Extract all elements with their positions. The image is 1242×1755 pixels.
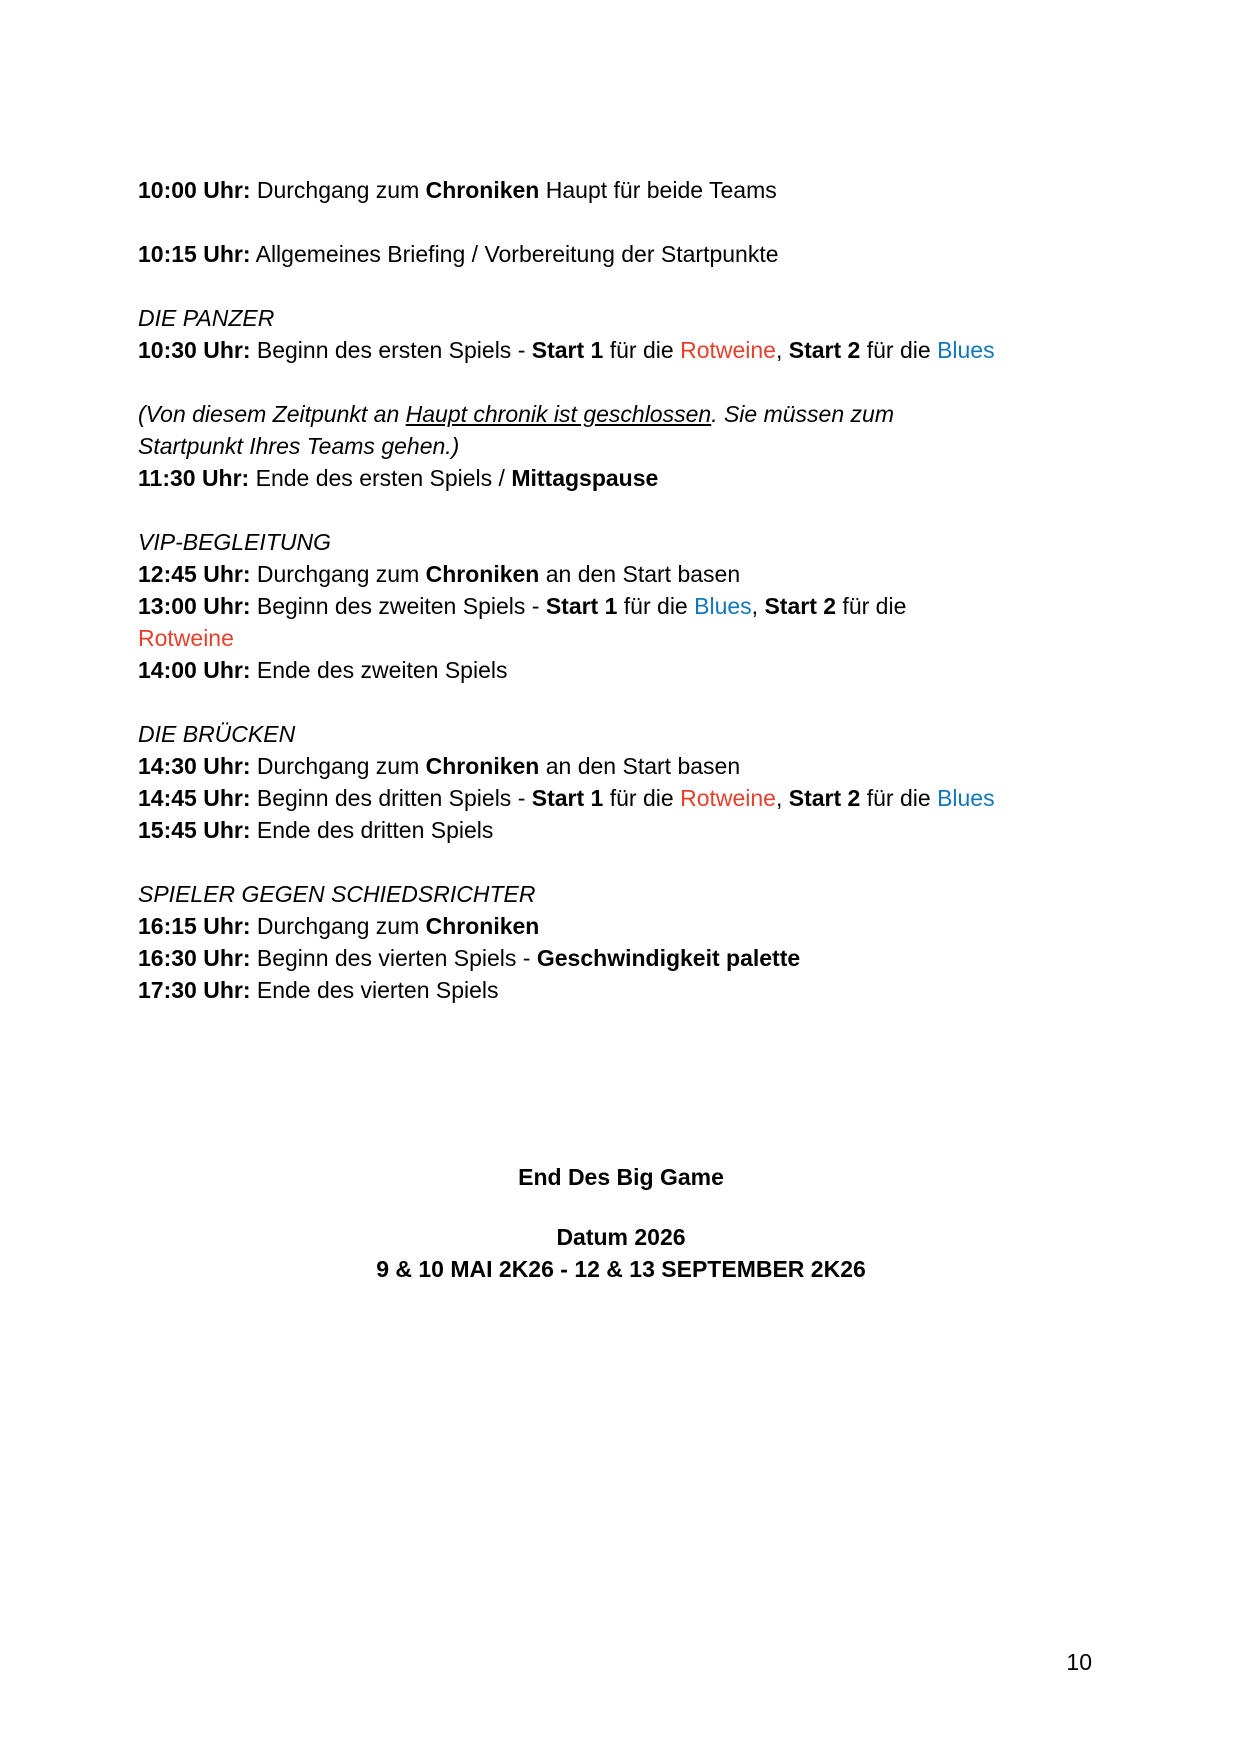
text-segment: 11:30 Uhr: bbox=[138, 465, 250, 491]
text-segment: Haupt für beide Teams bbox=[539, 177, 777, 203]
text-segment: , bbox=[775, 785, 789, 811]
text-segment: für die bbox=[860, 337, 938, 363]
text-segment: Mittagspause bbox=[511, 465, 659, 491]
text-segment: 14:30 Uhr: bbox=[138, 753, 251, 779]
text-segment: Startpunkt Ihres Teams gehen.) bbox=[138, 433, 460, 459]
schedule-line bbox=[138, 910, 1138, 942]
schedule-line bbox=[138, 654, 1138, 686]
text-segment: Rotweine bbox=[138, 625, 234, 651]
schedule-line bbox=[138, 718, 1138, 750]
text-segment: für die bbox=[836, 593, 907, 619]
text-segment: 12:45 Uhr: bbox=[138, 561, 251, 587]
text-segment: Durchgang zum bbox=[250, 753, 426, 779]
text-segment: 15:45 Uhr: bbox=[138, 817, 251, 843]
text-segment: für die bbox=[603, 785, 681, 811]
text-segment: Beginn des dritten Spiels - bbox=[250, 785, 532, 811]
schedule-paragraph bbox=[138, 718, 1138, 846]
text-segment: Start 2 bbox=[788, 337, 861, 363]
text-segment: an den Start basen bbox=[539, 753, 741, 779]
text-segment: Blues bbox=[937, 337, 995, 363]
text-segment: Start 1 bbox=[545, 593, 618, 619]
schedule bbox=[138, 174, 1138, 1006]
closing-block bbox=[0, 1161, 1242, 1285]
text-segment: , bbox=[775, 337, 789, 363]
schedule-line bbox=[138, 974, 1138, 1006]
schedule-paragraph bbox=[138, 398, 1138, 494]
schedule-line bbox=[138, 526, 1138, 558]
closing-title: End Des Big Game bbox=[518, 1164, 724, 1190]
text-segment: Blues bbox=[694, 593, 752, 619]
schedule-line bbox=[138, 878, 1138, 910]
text-segment: Beginn des vierten Spiels - bbox=[250, 945, 537, 971]
schedule-line bbox=[138, 782, 1138, 814]
text-segment: 14:00 Uhr: bbox=[138, 657, 251, 683]
closing-dates: 9 & 10 MAI 2K26 - 12 & 13 SEPTEMBER 2K26 bbox=[376, 1256, 866, 1282]
text-segment: Geschwindigkeit palette bbox=[536, 945, 801, 971]
text-segment: Allgemeines Briefing / Vorbereitung der Startpunkte bbox=[250, 241, 779, 267]
schedule-line bbox=[138, 334, 1138, 366]
text-segment: 16:15 Uhr: bbox=[138, 913, 251, 939]
schedule-paragraph bbox=[138, 526, 1138, 686]
text-segment: . Sie müssen zum bbox=[711, 401, 894, 427]
text-segment: Ende des vierten Spiels bbox=[250, 977, 499, 1003]
closing-dates-label: Datum 2026 bbox=[556, 1224, 686, 1250]
text-segment: Start 2 bbox=[788, 785, 861, 811]
schedule-paragraph bbox=[138, 302, 1138, 366]
text-segment: Chroniken bbox=[425, 753, 540, 779]
schedule-line bbox=[138, 238, 1138, 270]
schedule-line bbox=[138, 814, 1138, 846]
text-segment: Ende des zweiten Spiels bbox=[250, 657, 508, 683]
text-segment: DIE BRÜCKEN bbox=[138, 721, 296, 747]
text-segment: Rotweine bbox=[680, 785, 776, 811]
text-segment: SPIELER GEGEN SCHIEDSRICHTER bbox=[138, 881, 536, 907]
text-segment: Durchgang zum bbox=[250, 561, 426, 587]
text-segment: Beginn des ersten Spiels - bbox=[250, 337, 532, 363]
text-segment: Rotweine bbox=[680, 337, 776, 363]
text-segment: 14:45 Uhr: bbox=[138, 785, 251, 811]
schedule-line bbox=[138, 302, 1138, 334]
text-segment: Blues bbox=[937, 785, 995, 811]
page-number: 10 bbox=[1066, 1649, 1092, 1675]
text-segment: 10:15 Uhr: bbox=[138, 241, 251, 267]
text-segment: an den Start basen bbox=[539, 561, 741, 587]
text-segment: Durchgang zum bbox=[250, 913, 426, 939]
text-segment: Chroniken bbox=[425, 913, 540, 939]
text-segment: Ende des dritten Spiels bbox=[250, 817, 494, 843]
text-segment: DIE PANZER bbox=[138, 305, 275, 331]
text-segment: Ende des ersten Spiels / bbox=[249, 465, 512, 491]
schedule-line bbox=[138, 590, 1138, 622]
schedule-line bbox=[138, 174, 1138, 206]
text-segment: Durchgang zum bbox=[250, 177, 426, 203]
text-segment: VIP-BEGLEITUNG bbox=[138, 529, 331, 555]
text-segment: 16:30 Uhr: bbox=[138, 945, 251, 971]
schedule-line bbox=[138, 462, 1138, 494]
text-segment: 17:30 Uhr: bbox=[138, 977, 251, 1003]
schedule-line bbox=[138, 622, 1138, 654]
text-segment: Chroniken bbox=[425, 561, 540, 587]
schedule-line bbox=[138, 430, 1138, 462]
text-segment: Beginn des zweiten Spiels - bbox=[250, 593, 546, 619]
text-segment: 13:00 Uhr: bbox=[138, 593, 251, 619]
schedule-line bbox=[138, 750, 1138, 782]
schedule-paragraph bbox=[138, 878, 1138, 1006]
text-segment: (Von diesem Zeitpunkt an bbox=[138, 401, 406, 427]
text-segment: Start 1 bbox=[531, 785, 604, 811]
schedule-paragraph bbox=[138, 238, 1138, 270]
text-segment: 10:00 Uhr: bbox=[138, 177, 251, 203]
text-segment: 10:30 Uhr: bbox=[138, 337, 251, 363]
text-segment: für die bbox=[860, 785, 938, 811]
schedule-line bbox=[138, 558, 1138, 590]
schedule-line bbox=[138, 942, 1138, 974]
text-segment: Start 2 bbox=[764, 593, 837, 619]
text-segment: für die bbox=[603, 337, 681, 363]
text-segment: für die bbox=[617, 593, 695, 619]
text-segment: Chroniken bbox=[425, 177, 540, 203]
text-segment: Start 1 bbox=[531, 337, 604, 363]
text-segment: , bbox=[751, 593, 765, 619]
text-segment: Haupt chronik ist geschlossen bbox=[405, 401, 712, 427]
schedule-paragraph bbox=[138, 174, 1138, 206]
schedule-line bbox=[138, 398, 1138, 430]
